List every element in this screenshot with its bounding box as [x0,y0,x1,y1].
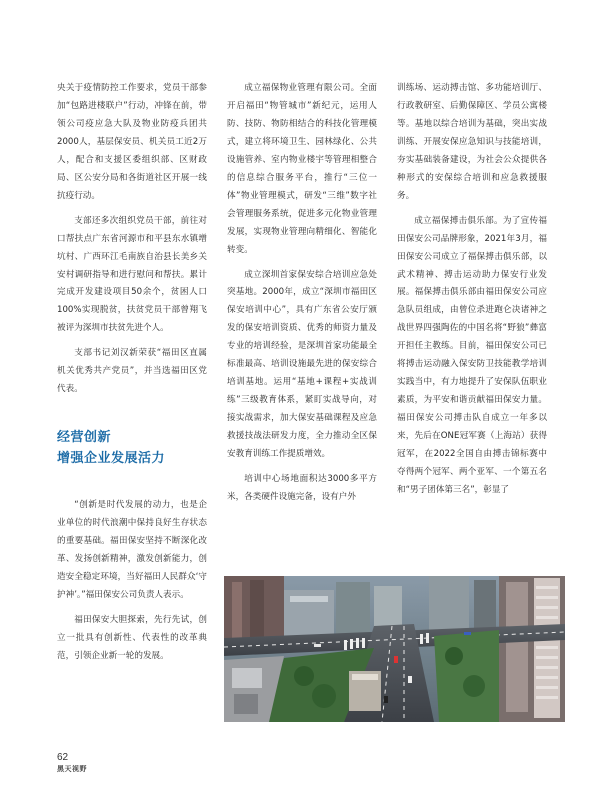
paragraph: 福田保安大胆探索，先行先试，创立一批具有创新性、代表性的改革典范，引领企业新一轮的发展。 [57,614,207,661]
paragraph: 培训中心场地面积达3000多平方米，各类硬件设施完备，设有户外 [227,474,377,502]
paragraph: 成立福保搏击俱乐部。为了宣传福田保安公司品牌形象，2021年3月，福田保安公司成立了福保搏击俱乐部，以武术精神、搏击运动助力保安行业发展。福保搏击俱乐部由福田保安公司应急队员组成，由曾位杀进跑仑决诸神之战世界四强陶佐的中国名将“野狼”彝富开担任主教练。目前，福田保安公司已将搏击运动融入保安防卫技能教学培训实践当中，有力地提升了安保队伍职业素质，为平安和谐贡献福田保安力量。福田保安公司搏击队自成立一年多以来，先后在ONE冠军赛（上海站）获得冠军，在2022全国自由搏击锦标赛中夺得两个冠军、两个亚军、一个第五名和“男子团体第三名”，彰显了 [397,215,547,495]
paragraph: 成立福保物业管理有限公司。全面开启福田“物管城市”新纪元，运用人防、技防、物防相结合的科技化管理模式，建立将环境卫生、园林绿化、公共设施管养、室内物业楼宇等管理相整合的信息综合服务平台，推行“三位一体”物业管理模式，研发“三维”数字社会管理服务系统，促进多元化物业管理发展，实现物业管理向精细化、智能化转变。 [227,83,377,255]
section-heading-line-1: 经营创新 [57,430,112,446]
magazine-logo: 黑天视野 [57,765,87,773]
section-heading [57,427,207,469]
paragraph: “创新是时代发展的动力，也是企业单位的时代浪潮中保持良好生存状态的重要基础。福田保安坚持不断深化改革、发扬创新精神，激发创新能力，创造安全稳定环境，当好福田人民群众‘守护神’。”福田保安公司负责人表示。 [57,500,207,600]
paragraph: 成立深圳首家保安综合培训应急处突基地。2000年，成立“深圳市福田区保安培训中心”，具有广东省公安厅颁发的保安培训资质、优秀的师资力量及专业的培训经验，是深圳首家功能最全标准最高、培训设施最先进的保安综合培训基地。运用“基地+课程+实战训练”三级教育体系，紧盯实战导向，对接实战需求，加大保安基础课程及应急救援技战法研发力度，全力推动全区保安教育训练工作提质增效。 [227,269,377,460]
page-number: 62 [57,752,69,763]
paragraph: 支部还多次组织党员干部，前往对口帮扶点广东省河源市和平县东水镇增坑村、广西环江毛南族自治县长美乡关安村调研指导和进行慰问和帮扶。累计完成开发建设项目50余个，贫困人口100%实现脱贫，扶贫党员干部曾翔飞被评为深圳市扶贫先进个人。 [57,215,207,334]
text-column-3 [397,80,547,507]
text-column-2 [227,80,377,514]
section-heading-line-2: 增强企业发展活力 [57,451,166,467]
paragraph: 央关于疫情防控工作要求，党员干部参加“包路进楼联户”行动，冲锋在前，带领公司疫应急大队及物业防疫兵团共2000人，基层保安员、机关员工近2万人，配合和支援区委组织部、区财政局、区公安分局和各街道社区开展一线抗疫行动。 [57,83,207,201]
aerial-city-photo [224,576,565,722]
paragraph: 支部书记刘汉新荣获“福田区直属机关优秀共产党员”，并当选福田区党代表。 [57,348,207,395]
text-column-1 [57,80,207,673]
paragraph: 训练场、运动搏击馆、多功能培训厅、行政教研室、后勤保障区、学员公寓楼等。基地以综合培训为基础，突出实战训练、开展安保应急知识与技能培训，夯实基础装备建设，为社会公众提供各种形式的安保综合培训和应急救援服务。 [397,83,547,201]
